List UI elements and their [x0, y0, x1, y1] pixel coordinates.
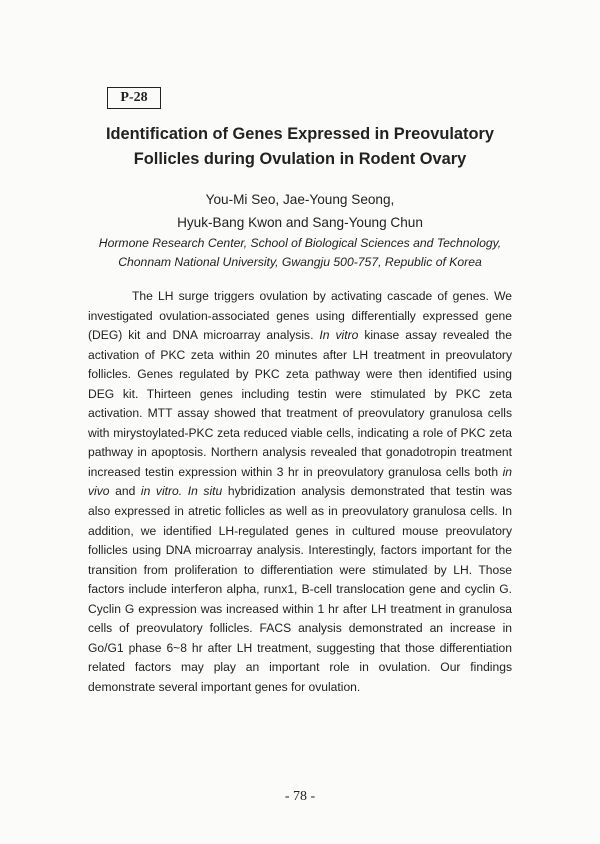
paper-title — [0, 122, 600, 172]
title-line-1: Identification of Genes Expressed in Preovulatory — [105, 125, 494, 143]
affiliation-line-1: Hormone Research Center, School of Biological Sciences and Technology, — [98, 236, 502, 250]
abstract-italic-in-vitro-2: in vitro. — [140, 484, 183, 499]
abstract-text-3: and — [109, 484, 141, 499]
poster-code-label: P-28 — [107, 87, 161, 109]
affiliation-line-2: Chonnam National University, Gwangju 500-757, Republic of Korea — [118, 255, 482, 269]
author-list — [0, 188, 600, 234]
abstract-italic-in-vitro: In vitro — [319, 328, 359, 343]
page-number: - 78 - — [284, 789, 316, 804]
abstract-text-5: hybridization analysis demonstrated that testin was also expressed in atretic follicles as well as in preovulatory granulosa cells. In addition, we identified LH-regulated genes in cultured mouse preovulatory follicles using DNA microarray analysis. Interestingly, factors important for the transition from proliferation to differentiation were stimulated by LH. Those factors include interferon alpha, runx1, B-cell translocation gene and cyclin G. Cyclin G expression was increased within 1 hr after LH treatment in granulosa cells of preovulatory follicles. FACS analysis demonstrated an increase in Go/G1 phase 6~8 hr after LH treatment, suggesting that those differentiation related factors may play an important role in ovulation. Our findings demonstrate several important genes for ovulation. — [88, 484, 512, 694]
title-line-2: Follicles during Ovulation in Rodent Ovary — [133, 150, 467, 168]
abstract-body — [88, 287, 512, 697]
abstract-italic-in-situ: In situ — [187, 484, 223, 499]
authors-line-1: You-Mi Seo, Jae-Young Seong, — [205, 192, 395, 207]
abstract-italic-in-vivo: in vivo — [88, 464, 512, 499]
affiliation — [0, 234, 600, 272]
authors-line-2: Hyuk-Bang Kwon and Sang-Young Chun — [177, 215, 423, 230]
abstract-text-2: kinase assay revealed the activation of PKC zeta within 20 minutes after LH treatment in preovulatory follicles. Genes regulated by PKC zeta pathway were then identified using DEG kit. Thirteen genes including testin were stimulated by PKC zeta activation. MTT assay showed that treatment of preovulatory granulosa cells with mirystoylated-PKC zeta reduced viable cells, indicating a role of PKC zeta pathway in apoptosis. Northern analysis revealed that gonadotropin treatment increased testin expression within 3 hr in preovulatory granulosa cells both — [88, 328, 512, 479]
abstract-text-1: The LH surge triggers ovulation by activating cascade of genes. We investigated ovulation-associated genes using differentially expressed gene (DEG) kit and DNA microarray analysis. — [88, 289, 512, 343]
